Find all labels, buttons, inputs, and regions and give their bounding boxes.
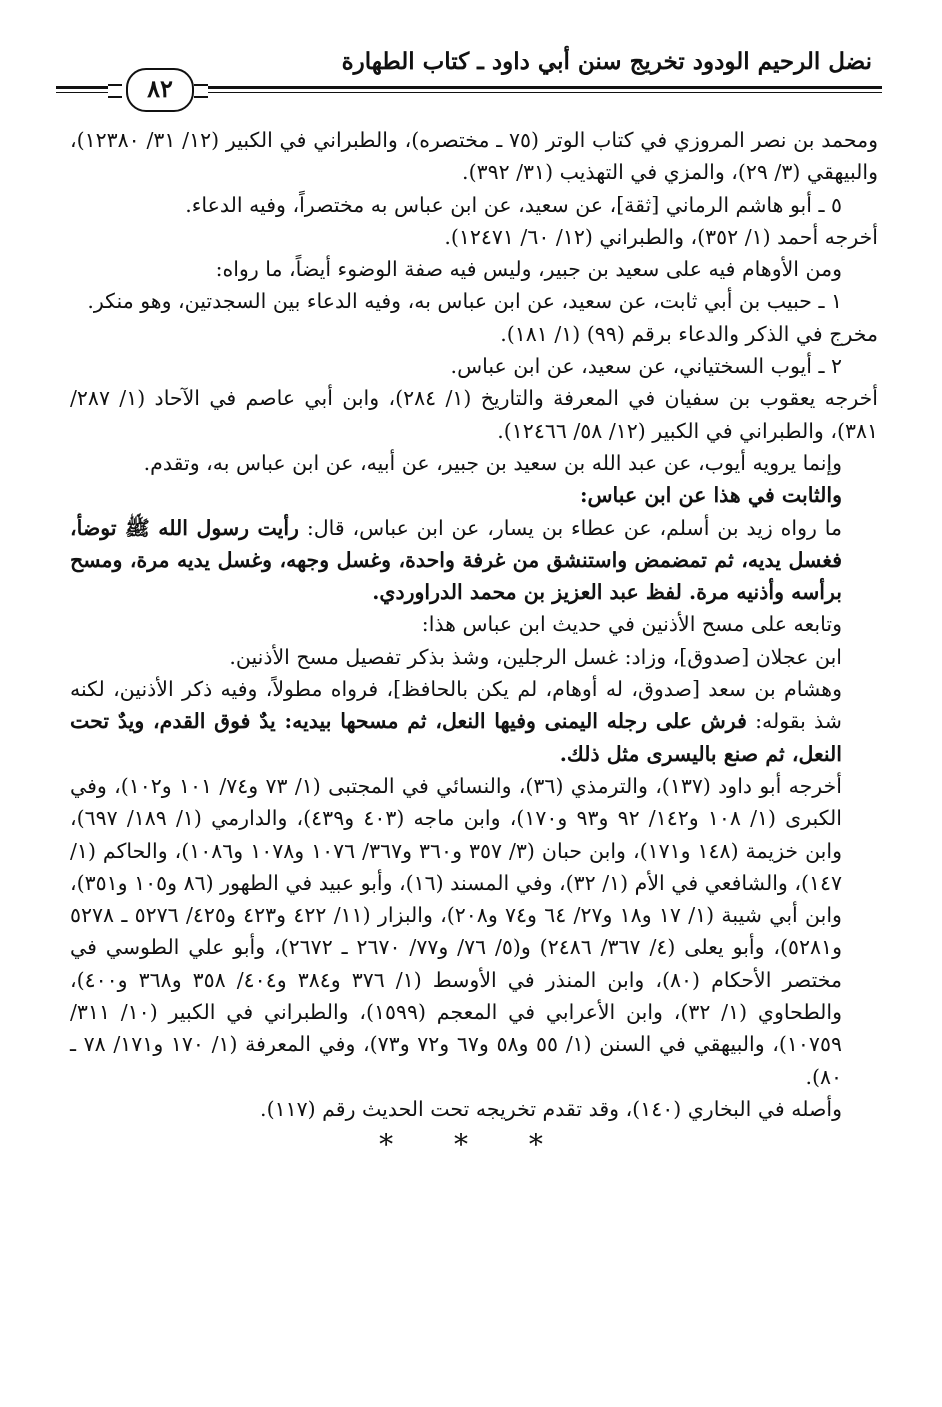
paragraph: ومحمد بن نصر المروزي في كتاب الوتر (٧٥ ـ مختصره)، والطبراني في الكبير (١٢/ ٣١/ ١٢٣٨٠)، والبيهقي (٣/ ٢٩)، والمزي في التهذيب (٣١/ ٣٩٢). [70,128,878,185]
running-title: نضل الرحيم الودود تخريج سنن أبي داود ـ كتاب الطهارة [341,48,872,75]
hadith-text: فرش على رجله اليمنى وفيها النعل، ثم مسحها بيديه: يدٌ فوق القدم، ويدٌ تحت النعل، ثم صنع باليسرى مثل ذلك. [70,709,842,766]
ornament-left [108,84,122,98]
paragraph: أخرجه أحمد (١/ ٣٥٢)، والطبراني (١٢/ ٦٠/ ١٢٤٧١). [444,224,878,249]
section-separator: * * * [379,1128,569,1162]
paragraph: ومن الأوهام فيه على سعيد بن جبير، وليس فيه صفة الوضوء أيضاً، ما رواه: [215,257,842,282]
page-header [56,38,882,108]
paragraph: ابن عجلان [صدوق]، وزاد: غسل الرجلين، وشذ بذكر تفصيل مسح الأذنين. [229,644,842,669]
paragraph-lead: ما رواه زيد بن أسلم، عن عطاء بن يسار، عن ابن عباس، قال: [306,515,842,540]
paragraph: ٢ ـ أيوب السختياني، عن سعيد، عن ابن عباس. [450,354,842,379]
ornament-right [194,84,208,98]
paragraph: وتابعه على مسح الأذنين في حديث ابن عباس هذا: [421,612,842,637]
paragraph: وإنما يرويه أيوب، عن عبد الله بن سعيد بن جبير، عن أبيه، عن ابن عباس به، وتقدم. [143,450,842,475]
paragraph: وأصله في البخاري (١٤٠)، وقد تقدم تخريجه تحت الحديث رقم (١١٧). [260,1096,842,1121]
hadith-text: رأيت رسول الله ﷺ توضأ، فغسل يديه، ثم تمضمض واستنشق من غرفة واحدة، وغسل وجهه، وغسل يديه مرة، ومسح برأسه وأذنيه مرة. لفظ عبد العزيز بن محمد الدراوردي. [70,515,842,605]
paragraph [70,512,878,609]
paragraph [70,673,878,770]
page-number: ٨٢ [126,68,194,112]
section-heading: والثابت في هذا عن ابن عباس: [579,483,842,508]
paragraph: أخرجه يعقوب بن سفيان في المعرفة والتاريخ (١/ ٢٨٤)، وابن أبي عاصم في الآحاد (١/ ٢٨٧/ ٣٨١)، والطبراني في الكبير (١٢/ ٥٨/ ١٢٤٦٦). [70,386,878,443]
page-number-ornament [108,68,208,110]
page-body [70,124,878,1162]
paragraph-lead: وهشام بن سعد [صدوق، له أوهام، لم يكن بالحافظ]، فرواه مطولاً، وفيه ذكر الأذنين، لكنه شذ بقوله: [70,677,842,734]
paragraph: ٥ ـ أبو هاشم الرماني [ثقة]، عن سعيد، عن ابن عباس به مختصراً، وفيه الدعاء. [185,192,842,217]
paragraph: مخرج في الذكر والدعاء برقم (٩٩) (١/ ١٨١). [500,321,878,346]
paragraph: ١ ـ حبيب بن أبي ثابت، عن سعيد، عن ابن عباس به، وفيه الدعاء بين السجدتين، وهو منكر. [87,289,842,314]
paragraph: أخرجه أبو داود (١٣٧)، والترمذي (٣٦)، والنسائي في المجتبى (١/ ٧٣ و٧٤/ ١٠١ و١٠٢)، وفي الكبرى (١/ ١٠٨ و١٤٢/ ٩٢ و٩٣ و١٧٠)، وابن ماجه (٤٠٣ و٤٣٩)، والدارمي (١/ ١٨٩/ ٦٩٧)، وابن خزيمة (١٤٨ و١٧١)، وابن حبان (٣/ ٣٥٧ و٣٦٠ و٣٦٧/ ١٠٧٦ و١٠٧٨ و١٠٨٦)، والحاكم (١/ ١٤٧)، والشافعي في الأم (١/ ٣٢)، وفي المسند (١٦)، وأبو عبيد في الطهور (٨٦ و١٠٥ و٣٥١)، وابن أبي شيبة (١/ ١٧ و١٨ و٢٧/ ٦٤ و٧٤ و٢٠٨)، والبزار (١١/ ٤٢٢ و٤٢٣ و٤٢٥/ ٥٢٧٦ ـ ٥٢٧٨ و٥٢٨١)، وأبو يعلى (٤/ ٣٦٧/ ٢٤٨٦) و(٥/ ٧٦/ و٧٧/ ٢٦٧٠ ـ ٢٦٧٢)، وأبو علي الطوسي في مختصر الأحكام (٨٠)، وابن المنذر في الأوسط (١/ ٣٧٦ و٣٨٤ و٤٠٤/ ٣٥٨ و٣٦٨ و٤٠٠)، والطحاوي (١/ ٣٢)، وابن الأعرابي في المعجم (١٥٩٩)، والطبراني في الكبير (١٠/ ٣١١/ ١٠٧٥٩)، والبيهقي في السنن (١/ ٥٥ و٥٨ و٦٧ و٧٢ و٧٣)، وفي المعرفة (١/ ١٧٠ و١٧١/ ٧٨ ـ ٨٠). [70,773,842,1089]
